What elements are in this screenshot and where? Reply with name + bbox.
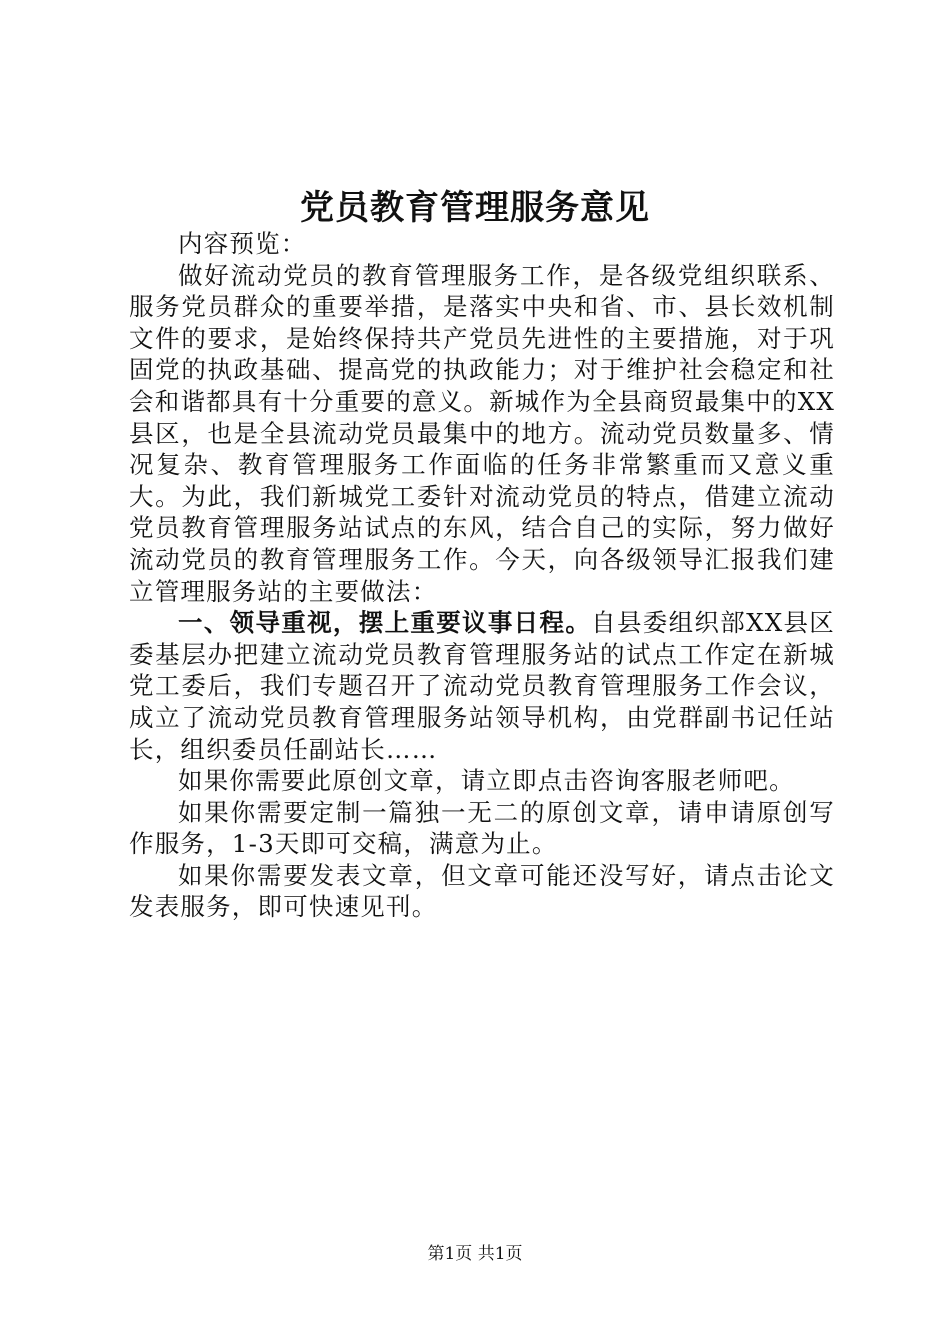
section-one-paragraph xyxy=(129,607,835,765)
section-one-heading: 一、领导重视，摆上重要议事日程。 xyxy=(178,608,592,638)
page-footer: 第1页 共1页 xyxy=(427,1244,523,1264)
section-one-body: 自县委组织部XX县区委基层办把建立流动党员教育管理服务站的试点工作定在新城党工委后，我们专题召开了流动党员教育管理服务工作会议，成立了流动党员教育管理服务站领导机构，由党群副书记任站长，组织委员任副站长…… xyxy=(129,608,835,764)
preview-label: 内容预览： xyxy=(178,229,307,258)
document-body xyxy=(129,228,835,923)
notice-publication: 如果你需要发表文章，但文章可能还没写好，请点击论文发表服务，即可快速见刊。 xyxy=(129,860,835,922)
page-title: 党员教育管理服务意见 xyxy=(300,188,650,228)
notice-custom-writing: 如果你需要定制一篇独一无二的原创文章，请申请原创写作服务，1-3天即可交稿，满意为止。 xyxy=(129,797,835,859)
intro-paragraph: 做好流动党员的教育管理服务工作，是各级党组织联系、服务党员群众的重要举措，是落实中央和省、市、县长效机制文件的要求，是始终保持共产党员先进性的主要措施，对于巩固党的执政基础、提高党的执政能力；对于维护社会稳定和社会和谐都具有十分重要的意义。新城作为全县商贸最集中的XX县区，也是全县流动党员最集中的地方。流动党员数量多、情况复杂、教育管理服务工作面临的任务非常繁重而又意义重大。为此，我们新城党工委针对流动党员的特点，借建立流动党员教育管理服务站试点的东风，结合自己的实际，努力做好流动党员的教育管理服务工作。今天，向各级领导汇报我们建立管理服务站的主要做法： xyxy=(129,260,835,606)
notice-consult: 如果你需要此原创文章，请立即点击咨询客服老师吧。 xyxy=(178,766,795,796)
